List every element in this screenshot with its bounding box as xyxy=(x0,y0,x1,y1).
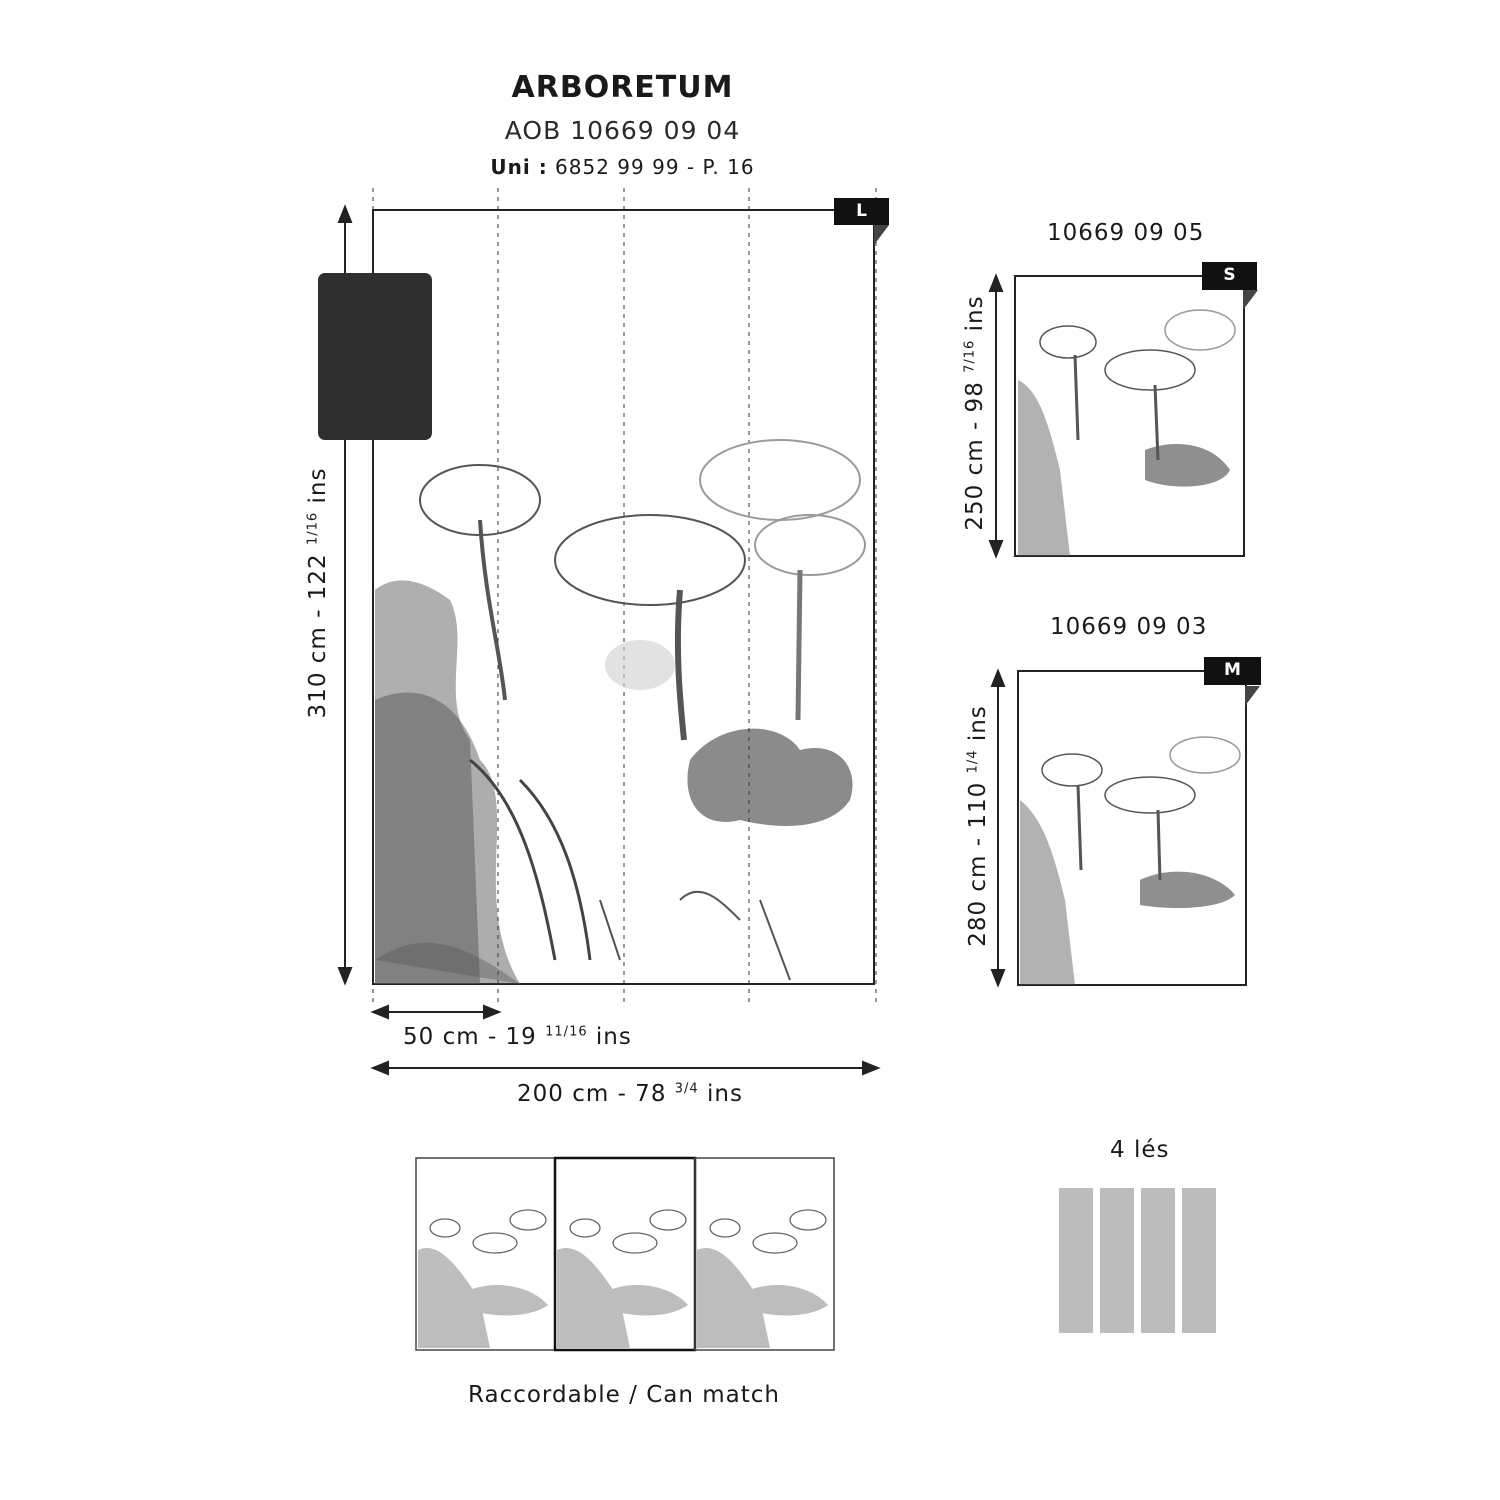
size-badge-l: L xyxy=(834,198,889,225)
uni-label: Uni : xyxy=(490,155,548,179)
phone-icon xyxy=(318,273,432,440)
forest-illustration xyxy=(375,440,865,984)
size-badge-s: S xyxy=(1202,262,1257,290)
uni-value: 6852 99 99 - P. 16 xyxy=(555,155,755,179)
strip-4 xyxy=(1182,1188,1216,1333)
product-title: ARBORETUM xyxy=(511,70,734,105)
total-width-arrow xyxy=(373,1062,878,1074)
product-reference: AOB 10669 09 04 xyxy=(504,116,741,145)
strip-3 xyxy=(1141,1188,1175,1333)
small-forest-illustration xyxy=(1018,310,1235,556)
small-height-label: 250 cm - 98 $^{7/16}$ ins xyxy=(962,295,988,531)
can-match-label: Raccordable / Can match xyxy=(468,1382,780,1408)
strip-1 xyxy=(1059,1188,1093,1333)
medium-height-label: 280 cm - 110 $^{1/4}$ ins xyxy=(965,705,991,947)
size-badge-m: M xyxy=(1204,657,1261,685)
match-panels xyxy=(416,1158,834,1350)
badge-fold xyxy=(874,225,889,245)
small-height-arrow xyxy=(990,276,1002,556)
strips-label: 4 lés xyxy=(1110,1137,1170,1163)
small-code: 10669 09 05 xyxy=(1047,220,1205,246)
panel-width-arrow xyxy=(373,1006,499,1018)
strip-2 xyxy=(1100,1188,1134,1333)
large-height-label: 310 cm - 122 $^{1/16}$ ins xyxy=(305,467,331,719)
medium-forest-illustration xyxy=(1020,737,1240,985)
medium-code: 10669 09 03 xyxy=(1050,614,1208,640)
total-width-label: 200 cm - 78 $^{3/4}$ ins xyxy=(517,1081,743,1107)
medium-height-arrow xyxy=(992,671,1004,985)
panel-width-label: 50 cm - 19 $^{11/16}$ ins xyxy=(403,1024,632,1050)
